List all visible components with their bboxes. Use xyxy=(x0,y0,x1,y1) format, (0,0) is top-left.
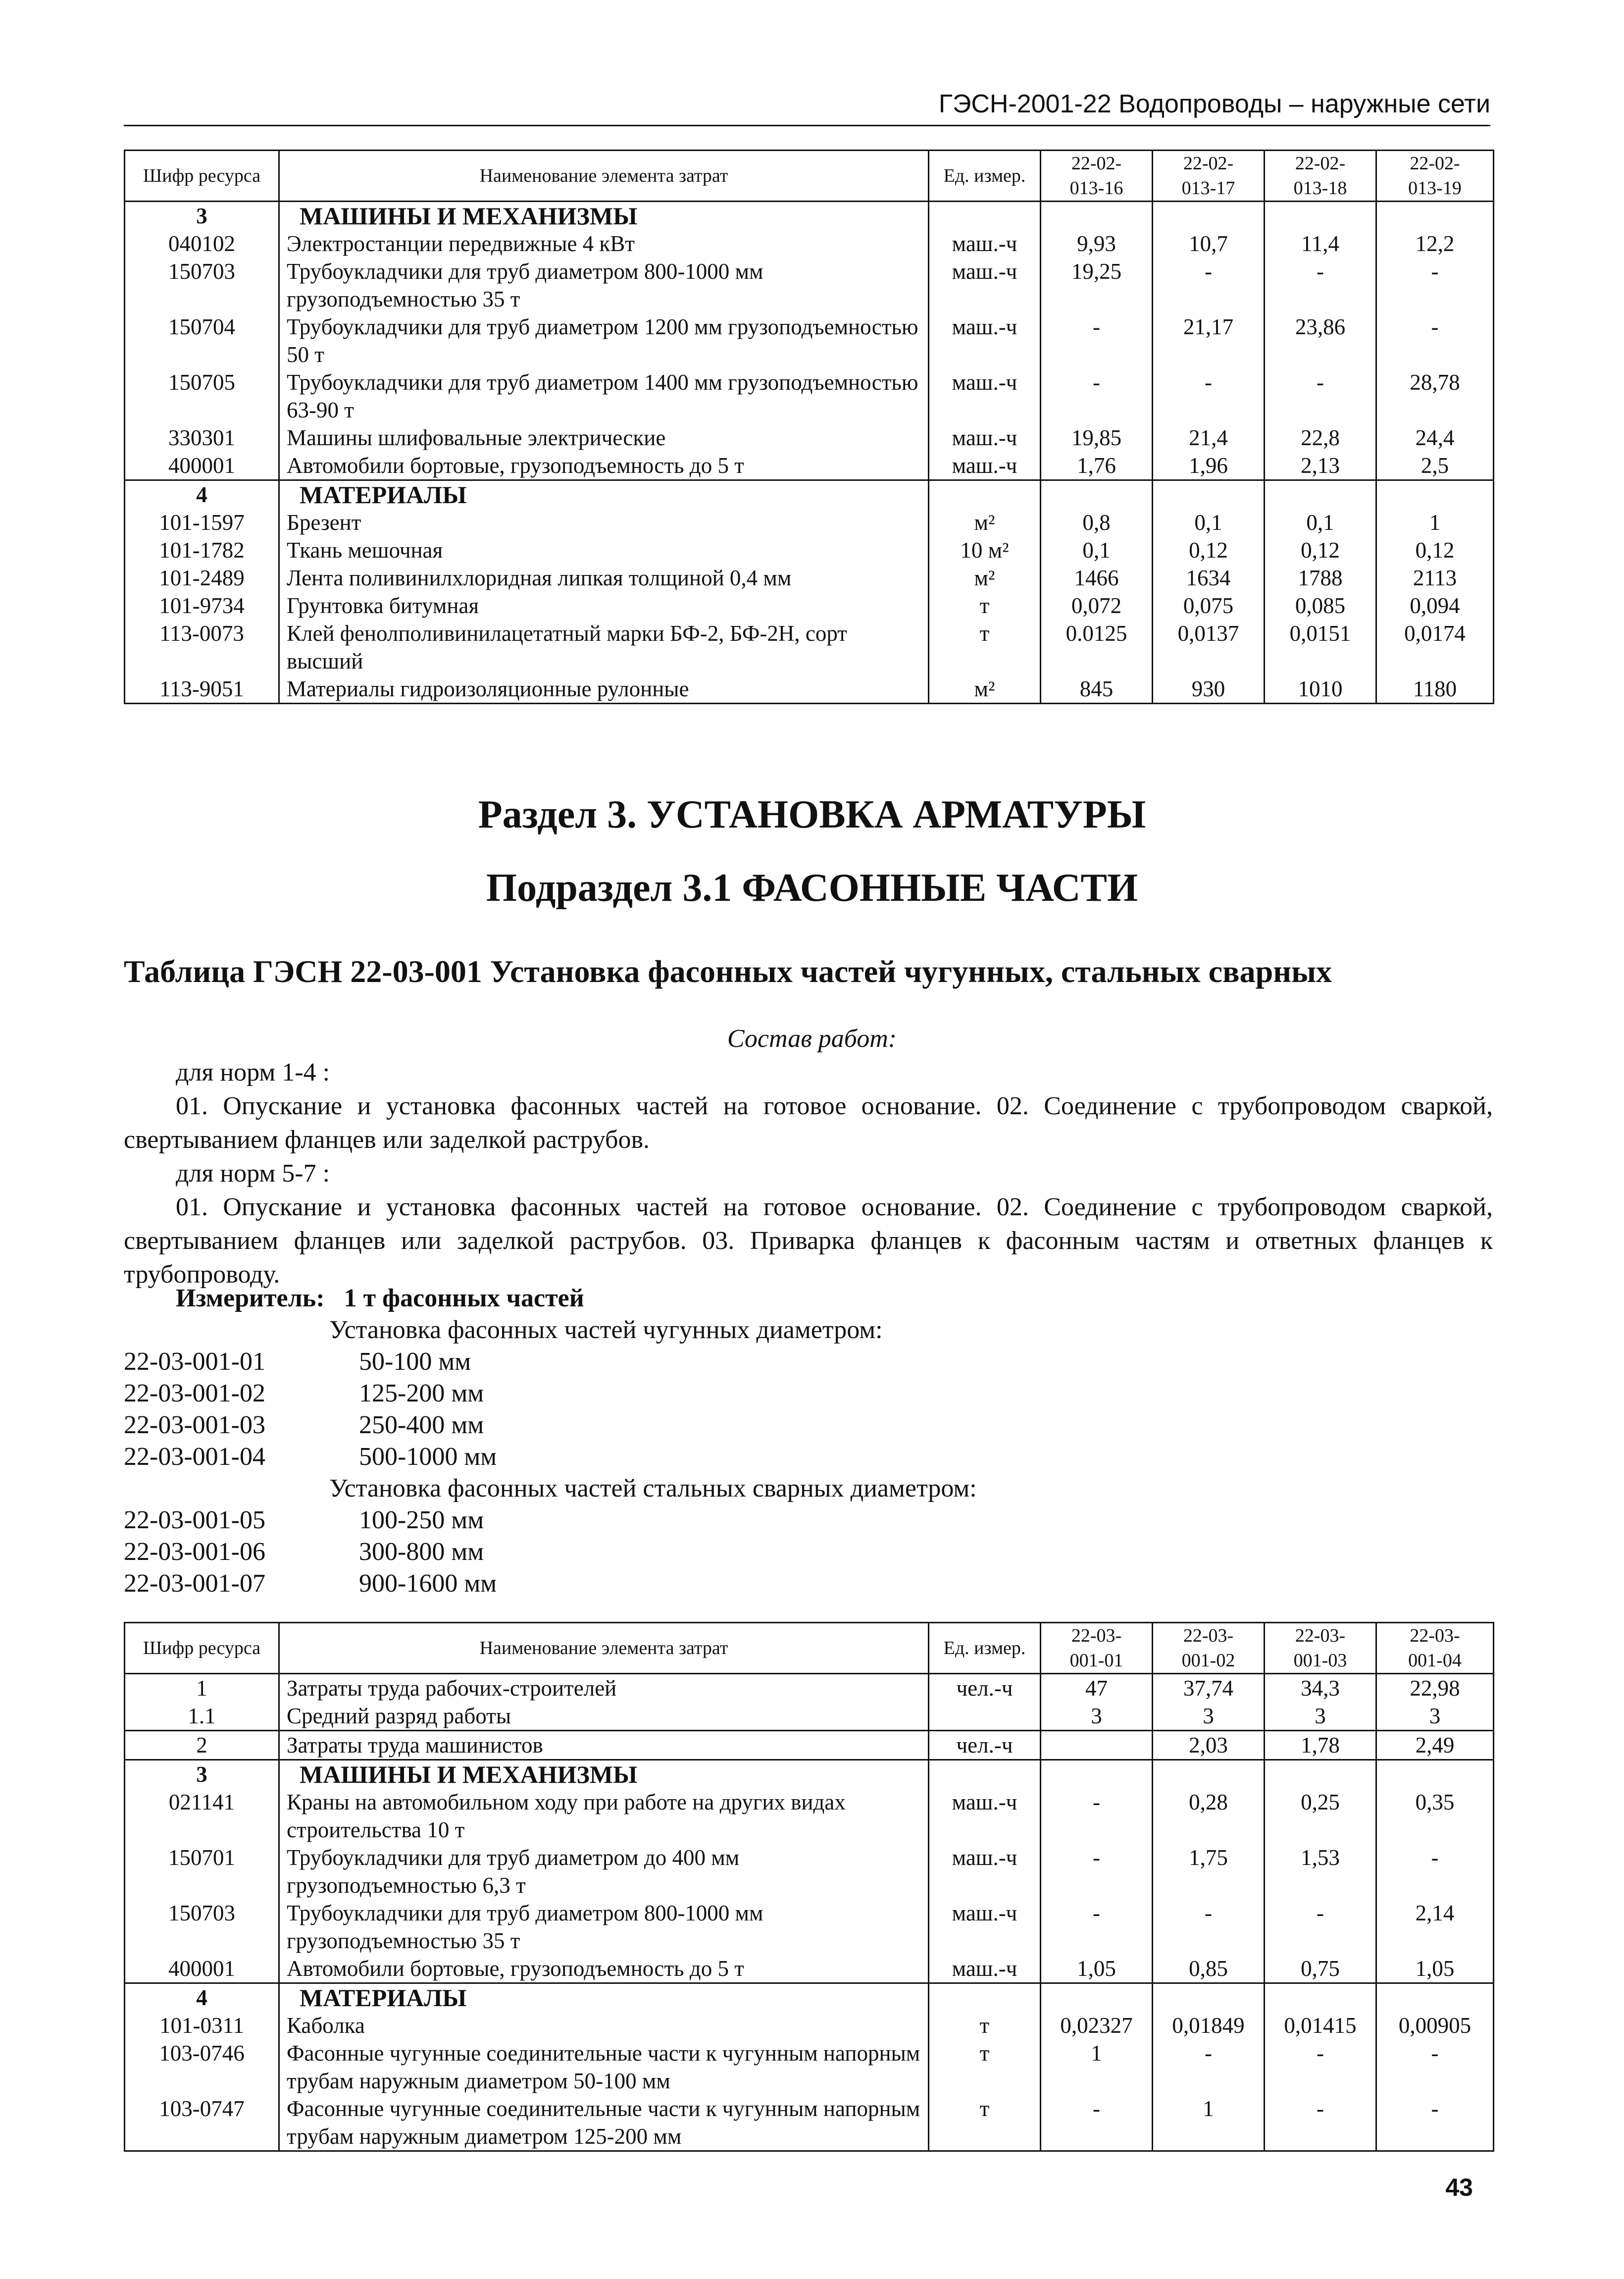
resource-name: Автомобили бортовые, грузоподъемность до 5 т xyxy=(279,1955,929,1983)
table-row xyxy=(125,1788,1494,1844)
resource-name: Материалы гидроизоляционные рулонные xyxy=(279,675,929,704)
resource-value: - xyxy=(1041,368,1153,424)
resource-name: МАШИНЫ И МЕХАНИЗМЫ xyxy=(279,1760,929,1789)
resource-unit: маш.-ч xyxy=(929,452,1041,480)
resource-value: - xyxy=(1376,1844,1494,1899)
resource-code: 4 xyxy=(125,480,279,509)
resource-value: 0,85 xyxy=(1153,1955,1265,1983)
resource-name: Затраты труда машинистов xyxy=(279,1731,929,1760)
resource-code: 3 xyxy=(125,202,279,230)
resource-code: 150705 xyxy=(125,368,279,424)
resource-value: 0,1 xyxy=(1265,509,1376,536)
resource-value xyxy=(1153,1983,1265,2012)
header-code: Шифр ресурса xyxy=(125,151,279,202)
resource-value: 0,0137 xyxy=(1153,620,1265,675)
resource-unit: т xyxy=(929,2039,1041,2095)
resource-value: 11,4 xyxy=(1265,230,1376,258)
resource-code: 101-0311 xyxy=(125,2012,279,2039)
resource-value xyxy=(1265,480,1376,509)
resource-name: Фасонные чугунные соединительные части к чугунным напорным трубам наружным диаметром 50-100 мм xyxy=(279,2039,929,2095)
resource-value: 0.0125 xyxy=(1041,620,1153,675)
resource-unit xyxy=(929,1983,1041,2012)
table-row xyxy=(125,452,1494,480)
resource-value: 1634 xyxy=(1153,564,1265,592)
table-header-row xyxy=(125,151,1494,202)
resource-code: 150704 xyxy=(125,313,279,368)
resource-unit: маш.-ч xyxy=(929,1955,1041,1983)
table-row xyxy=(125,1674,1494,1703)
resource-value: 21,17 xyxy=(1153,313,1265,368)
norm-desc: 250-400 мм xyxy=(359,1411,484,1439)
norm-code: 22-03-001-02 xyxy=(124,1379,265,1407)
resource-code: 2 xyxy=(125,1731,279,1760)
page-number: 43 xyxy=(1445,2174,1473,2201)
measure-unit: Измеритель: 1 т фасонных частей xyxy=(176,1284,584,1312)
resource-value: 2113 xyxy=(1376,564,1494,592)
resource-value xyxy=(1376,202,1494,230)
resource-value: 1788 xyxy=(1265,564,1376,592)
table-title: Таблица ГЭСН 22-03-001 Установка фасонных частей чугунных, стальных сварных xyxy=(124,954,1332,989)
resource-value: - xyxy=(1153,2039,1265,2095)
resource-code: 021141 xyxy=(125,1788,279,1844)
norm-code: 22-03-001-06 xyxy=(124,1538,265,1566)
resource-code: 150703 xyxy=(125,1899,279,1955)
resource-value: 0,01415 xyxy=(1265,2012,1376,2039)
resource-value: 2,13 xyxy=(1265,452,1376,480)
resource-value: 1,96 xyxy=(1153,452,1265,480)
header-norm-col: 22-02- 013-18 xyxy=(1265,151,1376,202)
resource-value: 0,1 xyxy=(1041,536,1153,564)
resource-code: 150703 xyxy=(125,258,279,313)
table-section-row xyxy=(125,1760,1494,1789)
header-norm-col: 22-03- 001-03 xyxy=(1265,1623,1376,1674)
cast-iron-heading: Установка фасонных частей чугунных диаметром: xyxy=(329,1316,883,1344)
table-row xyxy=(125,1731,1494,1760)
table-row xyxy=(125,230,1494,258)
resource-value: 3 xyxy=(1153,1702,1265,1731)
resource-name: Ткань мешочная xyxy=(279,536,929,564)
norms-5-7-label: для норм 5-7 : xyxy=(176,1159,330,1188)
resource-unit xyxy=(929,480,1041,509)
resource-value: 0,75 xyxy=(1265,1955,1376,1983)
resource-value: 2,5 xyxy=(1376,452,1494,480)
resource-value: 0,12 xyxy=(1265,536,1376,564)
resource-value: 0,0174 xyxy=(1376,620,1494,675)
resource-value: 34,3 xyxy=(1265,1674,1376,1703)
table-row xyxy=(125,368,1494,424)
resource-value: - xyxy=(1376,2095,1494,2151)
resource-value: - xyxy=(1153,1899,1265,1955)
resource-value: 1,76 xyxy=(1041,452,1153,480)
header-unit: Ед. измер. xyxy=(929,151,1041,202)
header-norm-col: 22-02- 013-19 xyxy=(1376,151,1494,202)
table-row xyxy=(125,424,1494,452)
norm-desc: 100-250 мм xyxy=(359,1506,484,1534)
steel-heading: Установка фасонных частей стальных сварных диаметром: xyxy=(329,1474,977,1502)
resource-value: 2,14 xyxy=(1376,1899,1494,1955)
norm-code: 22-03-001-05 xyxy=(124,1506,265,1534)
resource-name: Трубоукладчики для труб диаметром 800-1000 мм грузоподъемностью 35 т xyxy=(279,1899,929,1955)
resource-name: Краны на автомобильном ходу при работе на других видах строительства 10 т xyxy=(279,1788,929,1844)
resource-value xyxy=(1153,202,1265,230)
resource-value: 0,085 xyxy=(1265,592,1376,620)
table-row xyxy=(125,2012,1494,2039)
resource-name: Трубоукладчики для труб диаметром до 400 мм грузоподъемностью 6,3 т xyxy=(279,1844,929,1899)
running-head: ГЭСН-2001-22 Водопроводы – наружные сети xyxy=(124,89,1490,126)
resource-unit: маш.-ч xyxy=(929,258,1041,313)
resource-value: 23,86 xyxy=(1265,313,1376,368)
table-row xyxy=(125,1955,1494,1983)
resource-code: 400001 xyxy=(125,452,279,480)
resource-value xyxy=(1041,480,1153,509)
norms-1-4-text: 01. Опускание и установка фасонных частей на готовое основание. 02. Соединение с трубопроводом сваркой, свертыванием фланцев или заделкой раструбов. xyxy=(124,1092,1493,1154)
header-name: Наименование элемента затрат xyxy=(279,1623,929,1674)
resource-value xyxy=(1041,1731,1153,1760)
resource-name: Трубоукладчики для труб диаметром 800-1000 мм грузоподъемностью 35 т xyxy=(279,258,929,313)
resource-code: 4 xyxy=(125,1983,279,2012)
resource-value: 3 xyxy=(1265,1702,1376,1731)
table-row xyxy=(125,536,1494,564)
resource-unit: чел.-ч xyxy=(929,1731,1041,1760)
resource-value xyxy=(1376,480,1494,509)
resource-unit: маш.-ч xyxy=(929,230,1041,258)
resource-value: 0,00905 xyxy=(1376,2012,1494,2039)
table-section-row xyxy=(125,480,1494,509)
resource-value: 1,78 xyxy=(1265,1731,1376,1760)
resource-code: 400001 xyxy=(125,1955,279,1983)
table-row xyxy=(125,2039,1494,2095)
resource-value: 21,4 xyxy=(1153,424,1265,452)
resource-code: 101-9734 xyxy=(125,592,279,620)
table-row xyxy=(125,620,1494,675)
resource-unit: т xyxy=(929,2095,1041,2151)
table-row xyxy=(125,592,1494,620)
resource-name: МАТЕРИАЛЫ xyxy=(279,1983,929,2012)
resource-value xyxy=(1041,1760,1153,1789)
resource-unit xyxy=(929,202,1041,230)
table-section-row xyxy=(125,1983,1494,2012)
resource-value xyxy=(1265,202,1376,230)
table-row xyxy=(125,1844,1494,1899)
resource-value xyxy=(1376,1760,1494,1789)
resource-unit: м² xyxy=(929,564,1041,592)
resource-value: 2,03 xyxy=(1153,1731,1265,1760)
norm-code: 22-03-001-07 xyxy=(124,1569,265,1598)
resource-code: 330301 xyxy=(125,424,279,452)
table-row xyxy=(125,1702,1494,1731)
resource-value: 9,93 xyxy=(1041,230,1153,258)
resource-value: 1,05 xyxy=(1041,1955,1153,1983)
table-section-row xyxy=(125,202,1494,230)
resource-unit: маш.-ч xyxy=(929,424,1041,452)
norm-desc: 125-200 мм xyxy=(359,1379,484,1407)
resource-unit: т xyxy=(929,592,1041,620)
resource-code: 101-1597 xyxy=(125,509,279,536)
resource-value: - xyxy=(1153,258,1265,313)
resource-value: 1 xyxy=(1153,2095,1265,2151)
resource-value: 0,02327 xyxy=(1041,2012,1153,2039)
resource-value: 1466 xyxy=(1041,564,1153,592)
resource-value: - xyxy=(1265,368,1376,424)
resource-value: 1 xyxy=(1041,2039,1153,2095)
resource-value: - xyxy=(1041,2095,1153,2151)
resource-value: 19,85 xyxy=(1041,424,1153,452)
header-name: Наименование элемента затрат xyxy=(279,151,929,202)
table-row xyxy=(125,675,1494,704)
resource-unit: м² xyxy=(929,509,1041,536)
resource-name: Клей фенолполивинилацетатный марки БФ-2, БФ-2Н, сорт высший xyxy=(279,620,929,675)
resource-name: Электростанции передвижные 4 кВт xyxy=(279,230,929,258)
resource-value: 19,25 xyxy=(1041,258,1153,313)
resource-code: 103-0746 xyxy=(125,2039,279,2095)
norm-desc: 900-1600 мм xyxy=(359,1569,497,1598)
resource-name: Каболка xyxy=(279,2012,929,2039)
resource-value: 0,0151 xyxy=(1265,620,1376,675)
resource-value: 1,53 xyxy=(1265,1844,1376,1899)
norm-code: 22-03-001-01 xyxy=(124,1347,265,1376)
resource-value xyxy=(1153,1760,1265,1789)
resource-value: 0,28 xyxy=(1153,1788,1265,1844)
resource-value xyxy=(1376,1983,1494,2012)
resource-value: - xyxy=(1041,1844,1153,1899)
resource-name: Трубоукладчики для труб диаметром 1200 мм грузоподъемностью 50 т xyxy=(279,313,929,368)
resource-value: 2,49 xyxy=(1376,1731,1494,1760)
composition-title: Состав работ: xyxy=(727,1025,897,1053)
resource-value: - xyxy=(1376,313,1494,368)
resource-unit: м² xyxy=(929,675,1041,704)
resource-value xyxy=(1265,1760,1376,1789)
resource-unit: маш.-ч xyxy=(929,368,1041,424)
resource-unit: т xyxy=(929,620,1041,675)
resource-value: 1010 xyxy=(1265,675,1376,704)
subsection-title: Подраздел 3.1 ФАСОННЫЕ ЧАСТИ xyxy=(486,866,1138,910)
table-row xyxy=(125,564,1494,592)
norm-code: 22-03-001-03 xyxy=(124,1411,265,1439)
resource-name: Машины шлифовальные электрические xyxy=(279,424,929,452)
resource-code: 103-0747 xyxy=(125,2095,279,2151)
header-norm-col: 22-02- 013-17 xyxy=(1153,151,1265,202)
resource-value: 845 xyxy=(1041,675,1153,704)
resource-value: - xyxy=(1041,313,1153,368)
resource-code: 113-0073 xyxy=(125,620,279,675)
resource-value: 3 xyxy=(1376,1702,1494,1731)
resource-value: 0,072 xyxy=(1041,592,1153,620)
resource-value: 3 xyxy=(1041,1702,1153,1731)
resource-unit: маш.-ч xyxy=(929,1899,1041,1955)
resource-name: Фасонные чугунные соединительные части к чугунным напорным трубам наружным диаметром 125-200 мм xyxy=(279,2095,929,2151)
resource-value: - xyxy=(1041,1899,1153,1955)
resource-code: 150701 xyxy=(125,1844,279,1899)
resource-value: 24,4 xyxy=(1376,424,1494,452)
table-row xyxy=(125,258,1494,313)
resource-name: Средний разряд работы xyxy=(279,1702,929,1731)
resource-value xyxy=(1041,1983,1153,2012)
resource-value xyxy=(1265,1983,1376,2012)
resource-unit: т xyxy=(929,2012,1041,2039)
resource-value: 0,8 xyxy=(1041,509,1153,536)
resource-name: Автомобили бортовые, грузоподъемность до 5 т xyxy=(279,452,929,480)
norm-desc: 300-800 мм xyxy=(359,1538,484,1566)
resource-value: 47 xyxy=(1041,1674,1153,1703)
resource-value: - xyxy=(1265,2039,1376,2095)
resource-value xyxy=(1153,480,1265,509)
resource-unit xyxy=(929,1760,1041,1789)
norms-1-4-label: для норм 1-4 : xyxy=(176,1058,330,1087)
resource-value: - xyxy=(1376,2039,1494,2095)
table-row xyxy=(125,509,1494,536)
table-row xyxy=(125,1899,1494,1955)
resource-unit xyxy=(929,1702,1041,1731)
resource-value: 10,7 xyxy=(1153,230,1265,258)
resource-unit: маш.-ч xyxy=(929,313,1041,368)
table-row xyxy=(125,2095,1494,2151)
resource-value: - xyxy=(1265,258,1376,313)
resource-value: 28,78 xyxy=(1376,368,1494,424)
resource-value: - xyxy=(1153,368,1265,424)
resource-value: 12,2 xyxy=(1376,230,1494,258)
resource-value: 0,1 xyxy=(1153,509,1265,536)
resource-value: 37,74 xyxy=(1153,1674,1265,1703)
resource-name: МАТЕРИАЛЫ xyxy=(279,480,929,509)
resource-value: - xyxy=(1265,1899,1376,1955)
resource-value: - xyxy=(1265,2095,1376,2151)
table-row xyxy=(125,313,1494,368)
resource-value: 1180 xyxy=(1376,675,1494,704)
resource-value: 0,12 xyxy=(1153,536,1265,564)
resource-code: 040102 xyxy=(125,230,279,258)
resource-unit: маш.-ч xyxy=(929,1788,1041,1844)
resource-value: 22,98 xyxy=(1376,1674,1494,1703)
resource-code: 1.1 xyxy=(125,1702,279,1731)
norm-desc: 50-100 мм xyxy=(359,1347,471,1376)
header-norm-col: 22-02- 013-16 xyxy=(1041,151,1153,202)
resource-unit: чел.-ч xyxy=(929,1674,1041,1703)
resource-value: 0,25 xyxy=(1265,1788,1376,1844)
norm-desc: 500-1000 мм xyxy=(359,1443,497,1471)
resource-table-1 xyxy=(124,150,1494,704)
resource-unit: 10 м² xyxy=(929,536,1041,564)
header-norm-col: 22-03- 001-04 xyxy=(1376,1623,1494,1674)
table-header-row xyxy=(125,1623,1494,1674)
resource-unit: маш.-ч xyxy=(929,1844,1041,1899)
header-norm-col: 22-03- 001-01 xyxy=(1041,1623,1153,1674)
resource-value: - xyxy=(1041,1788,1153,1844)
resource-name: Затраты труда рабочих-строителей xyxy=(279,1674,929,1703)
resource-name: Трубоукладчики для труб диаметром 1400 мм грузоподъемностью 63-90 т xyxy=(279,368,929,424)
header-code: Шифр ресурса xyxy=(125,1623,279,1674)
resource-value: - xyxy=(1376,258,1494,313)
resource-value: 0,12 xyxy=(1376,536,1494,564)
resource-value: 0,094 xyxy=(1376,592,1494,620)
resource-value: 0,075 xyxy=(1153,592,1265,620)
header-norm-col: 22-03- 001-02 xyxy=(1153,1623,1265,1674)
resource-code: 113-9051 xyxy=(125,675,279,704)
resource-value: 0,35 xyxy=(1376,1788,1494,1844)
resource-code: 101-1782 xyxy=(125,536,279,564)
resource-value: 0,01849 xyxy=(1153,2012,1265,2039)
resource-value: 930 xyxy=(1153,675,1265,704)
norm-code: 22-03-001-04 xyxy=(124,1443,265,1471)
resource-value: 1,75 xyxy=(1153,1844,1265,1899)
section-title: Раздел 3. УСТАНОВКА АРМАТУРЫ xyxy=(478,793,1146,836)
resource-name: Лента поливинилхлоридная липкая толщиной 0,4 мм xyxy=(279,564,929,592)
resource-code: 1 xyxy=(125,1674,279,1703)
resource-value: 1 xyxy=(1376,509,1494,536)
norms-5-7-text: 01. Опускание и установка фасонных частей на готовое основание. 02. Соединение с трубопроводом сваркой, свертыванием фланцев или заделкой раструбов. 03. Приварка фланцев к фасонным частям и ответных фланцев к трубопроводу. xyxy=(124,1193,1493,1289)
header-unit: Ед. измер. xyxy=(929,1623,1041,1674)
resource-code: 101-2489 xyxy=(125,564,279,592)
resource-value: 1,05 xyxy=(1376,1955,1494,1983)
resource-name: Брезент xyxy=(279,509,929,536)
resource-code: 3 xyxy=(125,1760,279,1789)
resource-name: МАШИНЫ И МЕХАНИЗМЫ xyxy=(279,202,929,230)
resource-name: Грунтовка битумная xyxy=(279,592,929,620)
resource-value xyxy=(1041,202,1153,230)
resource-table-2 xyxy=(124,1622,1494,2152)
resource-value: 22,8 xyxy=(1265,424,1376,452)
